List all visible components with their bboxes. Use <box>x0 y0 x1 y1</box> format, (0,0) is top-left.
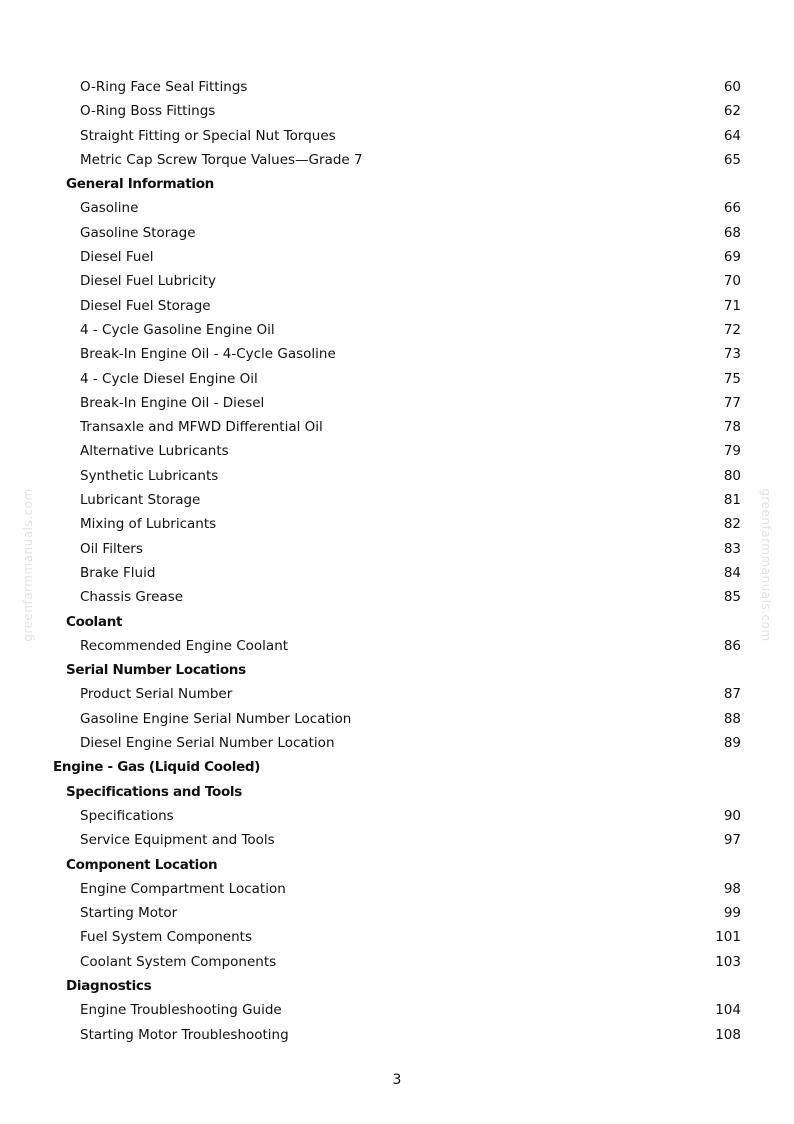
toc-entry-label: Service Equipment and Tools <box>80 832 275 849</box>
watermark-left: greenfarmmanuals.com <box>21 488 35 642</box>
toc-entry-page: 101 <box>715 929 741 946</box>
toc-entry[interactable] <box>0 925 794 949</box>
toc-entry[interactable] <box>0 415 794 439</box>
toc-entry[interactable] <box>0 488 794 512</box>
toc-entry-page: 81 <box>723 492 741 509</box>
toc-entry-page: 104 <box>715 1002 741 1019</box>
toc-entry-label: Mixing of Lubricants <box>80 516 217 533</box>
toc-entry[interactable] <box>0 342 794 366</box>
toc-entry-label: Coolant System Components <box>80 953 277 970</box>
toc-entry-label: Chassis Grease <box>80 589 184 606</box>
toc-entry-label: Diesel Fuel Lubricity <box>80 273 216 290</box>
toc-entry-label: Fuel System Components <box>80 929 252 946</box>
toc-entry-page: 84 <box>723 564 741 581</box>
toc-entry-label: Engine Compartment Location <box>80 880 286 897</box>
toc-entry-page: 72 <box>723 321 741 338</box>
toc-entry-label: O-Ring Boss Fittings <box>80 103 216 120</box>
toc-entry-label: Transaxle and MFWD Differential Oil <box>80 419 323 436</box>
toc-entry-label: Break-In Engine Oil - Diesel <box>80 394 265 411</box>
toc-entry[interactable] <box>0 269 794 293</box>
toc-section-heading[interactable] <box>0 853 794 877</box>
toc-entry[interactable] <box>0 804 794 828</box>
toc-entry[interactable] <box>0 950 794 974</box>
toc-entry[interactable] <box>0 245 794 269</box>
toc-entry-page: 64 <box>723 127 741 144</box>
toc-entry-page: 86 <box>723 637 741 654</box>
toc-entry-page: 75 <box>723 370 741 387</box>
toc-entry-label: Starting Motor <box>80 905 178 922</box>
toc-entry[interactable] <box>0 221 794 245</box>
toc-entry-label: Engine - Gas (Liquid Cooled) <box>53 759 261 776</box>
toc-entry[interactable] <box>0 294 794 318</box>
toc-entry[interactable] <box>0 682 794 706</box>
toc-entry-page: 66 <box>723 200 741 217</box>
toc-entry[interactable] <box>0 99 794 123</box>
toc-entry-page: 69 <box>723 249 741 266</box>
toc-entry-label: Gasoline Storage <box>80 224 196 241</box>
toc-entry-page: 97 <box>723 832 741 849</box>
toc-entry-page: 83 <box>723 540 741 557</box>
toc-entry-page: 78 <box>723 419 741 436</box>
toc-entry-label: Brake Fluid <box>80 564 156 581</box>
toc-entry[interactable] <box>0 439 794 463</box>
toc-entry-page: 103 <box>715 953 741 970</box>
toc-entry[interactable] <box>0 367 794 391</box>
toc-entry-page: 88 <box>723 710 741 727</box>
toc-entry[interactable] <box>0 634 794 658</box>
toc-entry-page: 98 <box>723 880 741 897</box>
toc-entry[interactable] <box>0 148 794 172</box>
toc-entry-label: Diesel Fuel Storage <box>80 297 211 314</box>
toc-entry-label: Specifications <box>80 807 174 824</box>
toc-entry-page: 68 <box>723 224 741 241</box>
toc-entry-page: 73 <box>723 346 741 363</box>
toc-entry-label: Serial Number Locations <box>66 662 246 679</box>
toc-entry[interactable] <box>0 707 794 731</box>
toc-entry-page: 60 <box>723 79 741 95</box>
toc-entry-label: Break-In Engine Oil - 4-Cycle Gasoline <box>80 346 336 363</box>
toc-entry-page: 82 <box>723 516 741 533</box>
toc-entry-label: Metric Cap Screw Torque Values—Grade 7 <box>80 151 363 168</box>
toc-entry-label: 4 - Cycle Diesel Engine Oil <box>80 370 258 387</box>
toc-entry-label: Gasoline <box>80 200 139 217</box>
toc-entry-label: Coolant <box>66 613 123 630</box>
toc-entry[interactable] <box>0 124 794 148</box>
toc-entry[interactable] <box>0 585 794 609</box>
toc-section-heading[interactable] <box>0 610 794 634</box>
toc-entry-label: Oil Filters <box>80 540 143 557</box>
toc-entry-page: 77 <box>723 394 741 411</box>
toc-entry-label: Lubricant Storage <box>80 492 201 509</box>
toc-entry-page: 90 <box>723 807 741 824</box>
toc-entry-page: 89 <box>723 735 741 752</box>
toc-entry[interactable] <box>0 391 794 415</box>
toc-entry-label: Diesel Engine Serial Number Location <box>80 735 335 752</box>
toc-entry[interactable] <box>0 537 794 561</box>
toc-entry[interactable] <box>0 464 794 488</box>
toc-entry-label: General Information <box>66 176 214 193</box>
toc-entry[interactable] <box>0 75 794 99</box>
toc-entry-page: 70 <box>723 273 741 290</box>
toc-entry-page: 79 <box>723 443 741 460</box>
page-number: 3 <box>392 1072 402 1088</box>
toc-entry[interactable] <box>0 731 794 755</box>
toc-entry-label: Recommended Engine Coolant <box>80 637 289 654</box>
toc-entry[interactable] <box>0 512 794 536</box>
toc-entry[interactable] <box>0 318 794 342</box>
toc-entry-label: 4 - Cycle Gasoline Engine Oil <box>80 321 275 338</box>
toc-entry-page: 108 <box>715 1026 741 1043</box>
toc-entry-page: 80 <box>723 467 741 484</box>
toc-section-heading[interactable] <box>0 780 794 804</box>
toc-entry[interactable] <box>0 828 794 852</box>
toc-entry-label: Product Serial Number <box>80 686 233 703</box>
toc-entry-page: 65 <box>723 151 741 168</box>
toc-entry-page: 87 <box>723 686 741 703</box>
toc-entry-label: Component Location <box>66 856 218 873</box>
toc-entry-page: 71 <box>723 297 741 314</box>
toc-entry[interactable] <box>0 561 794 585</box>
toc-entry-label: Synthetic Lubricants <box>80 467 219 484</box>
toc-entry[interactable] <box>0 998 794 1022</box>
toc-entry-label: O-Ring Face Seal Fittings <box>80 79 248 95</box>
toc-entry[interactable] <box>0 901 794 925</box>
toc-entry[interactable] <box>0 877 794 901</box>
toc-entry-page: 99 <box>723 905 741 922</box>
toc-entry-label: Straight Fitting or Special Nut Torques <box>80 127 336 144</box>
toc-entry-label: Diesel Fuel <box>80 249 154 266</box>
toc-entry-label: Engine Troubleshooting Guide <box>80 1002 282 1019</box>
toc-entry-page: 85 <box>723 589 741 606</box>
toc-entry-page: 62 <box>723 103 741 120</box>
toc-entry-label: Gasoline Engine Serial Number Location <box>80 710 352 727</box>
toc-entry-label: Diagnostics <box>66 977 152 994</box>
toc-entry-label: Starting Motor Troubleshooting <box>80 1026 289 1043</box>
toc-section-heading[interactable] <box>0 658 794 682</box>
toc-entry-label: Specifications and Tools <box>66 783 242 800</box>
toc-section-heading[interactable] <box>0 755 794 779</box>
toc-entry-label: Alternative Lubricants <box>80 443 229 460</box>
table-of-contents <box>0 75 794 1047</box>
toc-section-heading[interactable] <box>0 172 794 196</box>
toc-section-heading[interactable] <box>0 974 794 998</box>
toc-entry[interactable] <box>0 196 794 220</box>
watermark-right: greenfarmmanuals.com <box>759 488 773 642</box>
toc-entry[interactable] <box>0 1023 794 1047</box>
